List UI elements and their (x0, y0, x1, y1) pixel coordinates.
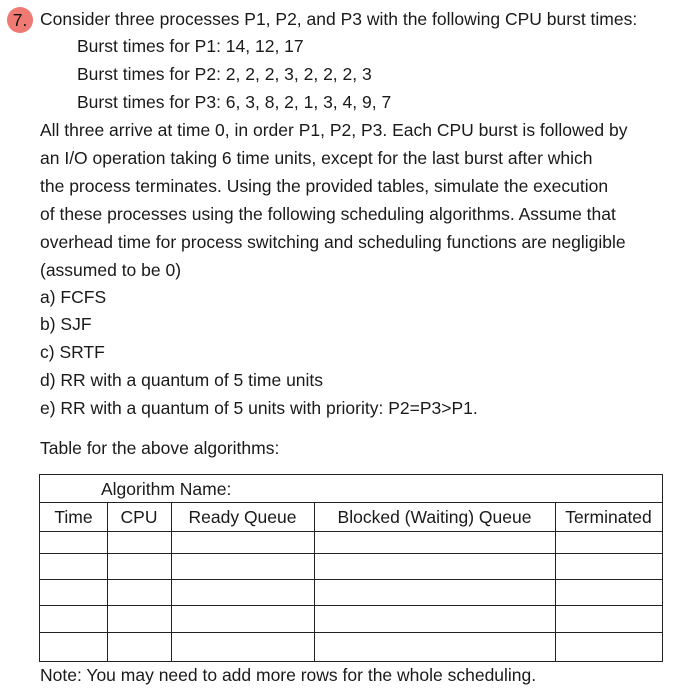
burst-times-p2: Burst times for P2: 2, 2, 2, 3, 2, 2, 2, 3 (77, 64, 372, 84)
row-divider (40, 531, 662, 532)
column-header-time: Time (54, 507, 93, 527)
paragraph-line: an I/O operation taking 6 time units, except for the last burst after which (40, 148, 593, 168)
column-divider (314, 503, 315, 661)
column-divider (555, 503, 556, 661)
footnote: Note: You may need to add more rows for the whole scheduling. (40, 665, 537, 685)
question-number-badge: 7. (7, 7, 33, 33)
option-srtf: c) SRTF (40, 342, 105, 362)
table-caption: Table for the above algorithms: (40, 438, 280, 458)
column-header-ready-queue: Ready Queue (188, 507, 297, 527)
table-row (40, 553, 662, 554)
paragraph-line: overhead time for process switching and scheduling functions are negligible (40, 232, 626, 252)
column-header-terminated: Terminated (565, 507, 652, 527)
column-divider (107, 503, 108, 661)
option-sjf: b) SJF (40, 314, 92, 334)
algorithm-name-label: Algorithm Name: (101, 479, 232, 499)
option-fcfs: a) FCFS (40, 287, 107, 307)
option-rr-quantum-5: d) RR with a quantum of 5 time units (40, 370, 324, 390)
burst-times-p1: Burst times for P1: 14, 12, 17 (77, 36, 304, 56)
paragraph-line: of these processes using the following scheduling algorithms. Assume that (40, 204, 616, 224)
table-row (40, 632, 662, 633)
algorithm-name-row (40, 475, 662, 503)
column-header-blocked-queue: Blocked (Waiting) Queue (337, 507, 532, 527)
paragraph-line: All three arrive at time 0, in order P1, P2, P3. Each CPU burst is followed by (40, 120, 628, 140)
column-divider (171, 503, 172, 661)
option-rr-priority: e) RR with a quantum of 5 units with priority: P2=P3>P1. (40, 398, 478, 418)
scheduling-table (39, 474, 663, 662)
question-intro: Consider three processes P1, P2, and P3 with the following CPU burst times: (40, 9, 638, 29)
table-row (40, 605, 662, 606)
burst-times-p3: Burst times for P3: 6, 3, 8, 2, 1, 3, 4, 9, 7 (77, 92, 392, 112)
table-row (40, 579, 662, 580)
column-header-cpu: CPU (120, 507, 158, 527)
paragraph-line: the process terminates. Using the provided tables, simulate the execution (40, 176, 609, 196)
paragraph-line: (assumed to be 0) (40, 260, 182, 280)
